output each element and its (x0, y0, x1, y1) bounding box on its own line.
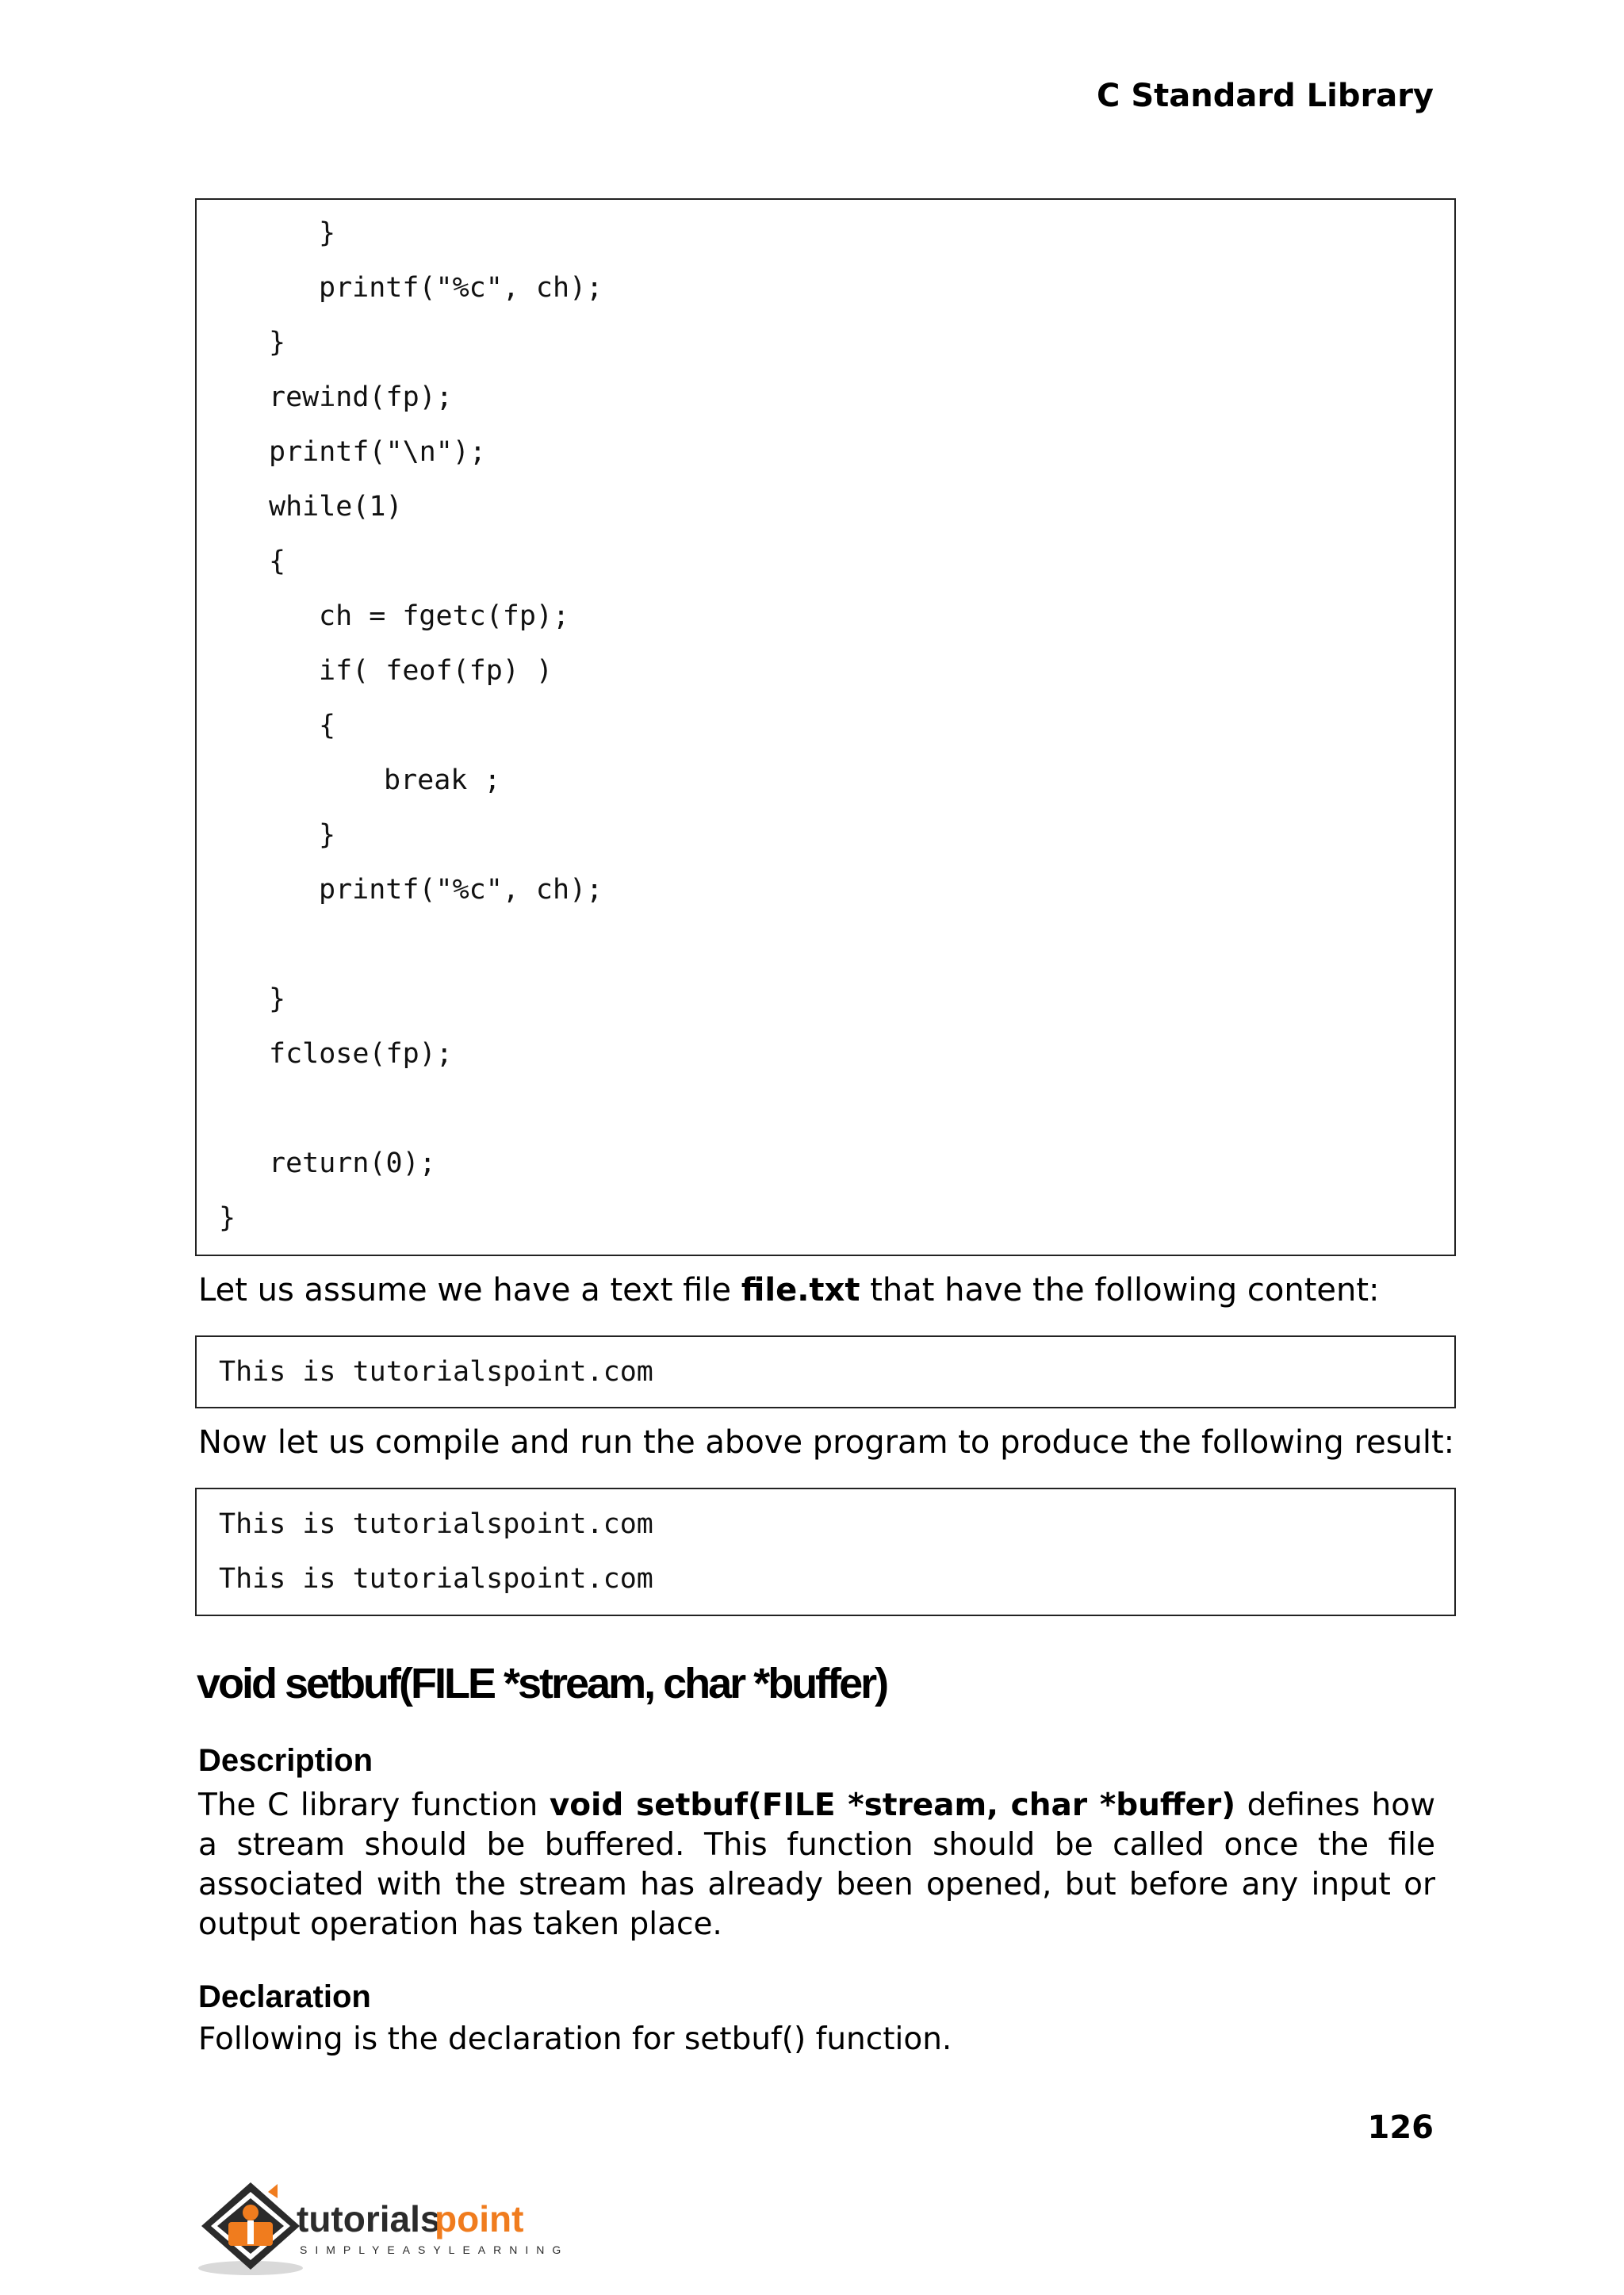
description-heading: Description (198, 1743, 373, 1778)
description-paragraph (198, 1786, 1435, 1944)
code-line: { (319, 710, 336, 741)
result-intro-text: Now let us compile and run the above program to produce the following result: (198, 1424, 1455, 1461)
code-line: This is tutorialspoint.com (219, 1356, 653, 1388)
declaration-text: Following is the declaration for setbuf() function. (198, 2021, 952, 2057)
intro-filename: file.txt (741, 1272, 860, 1308)
code-line: break ; (384, 764, 501, 796)
intro-before: Let us assume we have a text file (198, 1272, 741, 1308)
tutorialspoint-logo (195, 2174, 576, 2278)
logo-text-main: tutorials (297, 2198, 441, 2239)
code-line: return(0); (269, 1148, 436, 1179)
code-line: } (319, 819, 336, 851)
declaration-heading: Declaration (198, 1979, 371, 2014)
description-prefix: The C library function (198, 1787, 550, 1823)
code-line: printf("%c", ch); (319, 272, 603, 304)
code-line: This is tutorialspoint.com (219, 1563, 653, 1595)
logo-graphic (195, 2174, 576, 2278)
code-line: } (269, 327, 286, 358)
code-line: printf("\n"); (269, 436, 486, 468)
code-line: while(1) (269, 491, 403, 523)
code-line: ch = fgetc(fp); (319, 600, 570, 632)
description-function-signature: void setbuf(FILE *stream, char *buffer) (549, 1787, 1236, 1823)
intro-after: that have the following content: (860, 1272, 1380, 1308)
code-line: } (319, 217, 336, 249)
code-block (195, 198, 1456, 1256)
code-line: if( feof(fp) ) (319, 655, 553, 687)
section-heading: void setbuf(FILE *stream, char *buffer) (197, 1660, 887, 1707)
page-number: 126 (1367, 2109, 1434, 2146)
code-line: printf("%c", ch); (319, 874, 603, 906)
code-line: rewind(fp); (269, 381, 453, 413)
code-line: { (269, 546, 286, 577)
logo-text-accent: point (435, 2198, 524, 2239)
file-content-box (195, 1335, 1456, 1408)
file-intro-text (198, 1271, 1380, 1309)
page-header-title: C Standard Library (1097, 78, 1434, 114)
code-line: This is tutorialspoint.com (219, 1508, 653, 1540)
code-line: } (219, 1202, 236, 1234)
code-line: fclose(fp); (269, 1038, 453, 1070)
result-output-box (195, 1488, 1456, 1616)
logo-tagline: SIMPLYEASYLEARNING (300, 2243, 569, 2256)
description-suffix: defines how a stream should be buffered. This function should be called once the file associated with the stream has already been opened, but before any input or output operation has taken place. (198, 1787, 1435, 1942)
code-line: } (269, 983, 286, 1015)
